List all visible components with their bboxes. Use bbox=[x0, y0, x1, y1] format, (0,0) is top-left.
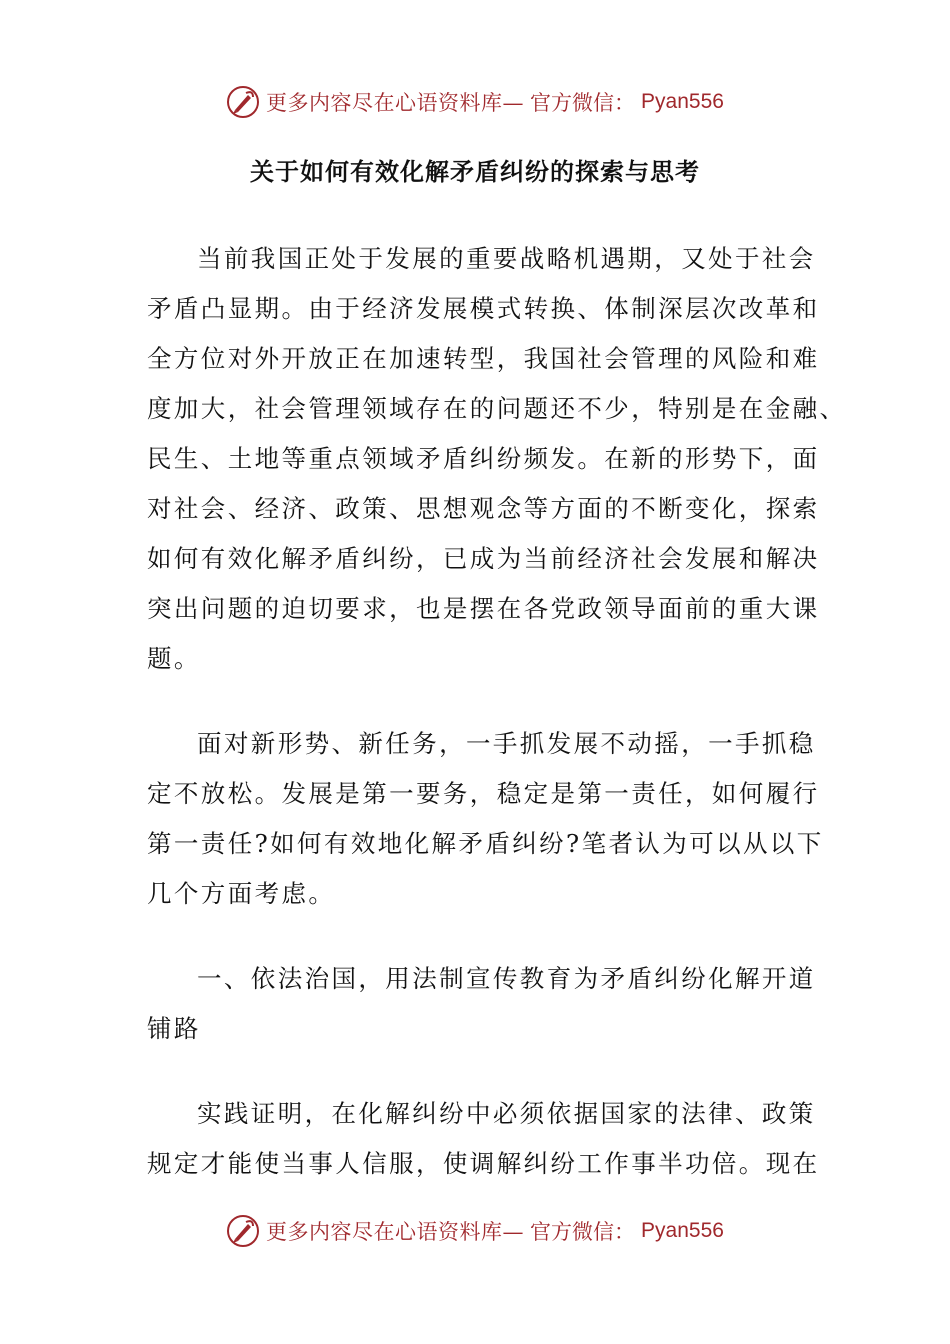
banner-wechat-label: 官方微信： bbox=[530, 1220, 636, 1244]
paragraph-1-line-7: 如何有效化解矛盾纠纷，已成为当前经济社会发展和解决 bbox=[147, 544, 820, 573]
banner-text: 更多内容尽在心语资料库— bbox=[266, 91, 525, 115]
section-heading-line-2: 铺路 bbox=[147, 1014, 201, 1043]
banner-wechat-id: Pyan556 bbox=[641, 1219, 724, 1242]
paragraph-1-line-4: 度加大，社会管理领域存在的问题还不少，特别是在金融、 bbox=[147, 394, 847, 423]
paragraph-2-line-3: 第一责任?如何有效地化解矛盾纠纷?笔者认为可以从以下 bbox=[147, 829, 824, 858]
paragraph-1-line-9: 题。 bbox=[147, 644, 201, 673]
paragraph-2-line-2: 定不放松。发展是第一要务，稳定是第一责任，如何履行 bbox=[147, 779, 820, 808]
paragraph-2-line-4: 几个方面考虑。 bbox=[147, 879, 336, 908]
document-title: 关于如何有效化解矛盾纠纷的探索与思考 bbox=[250, 157, 700, 186]
paragraph-1-line-8: 突出问题的迫切要求，也是摆在各党政领导面前的重大课 bbox=[147, 594, 820, 623]
paragraph-1-line-6: 对社会、经济、政策、思想观念等方面的不断变化，探索 bbox=[147, 494, 820, 523]
paragraph-1-line-1: 当前我国正处于发展的重要战略机遇期，又处于社会 bbox=[197, 244, 816, 273]
section-heading-line-1: 一、依法治国，用法制宣传教育为矛盾纠纷化解开道 bbox=[197, 964, 816, 993]
paragraph-1-line-3: 全方位对外开放正在加速转型，我国社会管理的风险和难 bbox=[147, 344, 820, 373]
pen-nib-icon bbox=[226, 85, 260, 119]
banner-text: 更多内容尽在心语资料库— bbox=[266, 1220, 525, 1244]
paragraph-4-line-2: 规定才能使当事人信服，使调解纠纷工作事半功倍。现在 bbox=[147, 1149, 820, 1178]
pen-nib-icon bbox=[226, 1214, 260, 1248]
paragraph-4-line-1: 实践证明，在化解纠纷中必须依据国家的法律、政策 bbox=[197, 1099, 816, 1128]
footer-banner bbox=[0, 1211, 950, 1251]
paragraph-1-line-2: 矛盾凸显期。由于经济发展模式转换、体制深层次改革和 bbox=[147, 294, 820, 323]
paragraph-2-line-1: 面对新形势、新任务，一手抓发展不动摇，一手抓稳 bbox=[197, 729, 816, 758]
banner-wechat-id: Pyan556 bbox=[641, 90, 724, 113]
header-banner bbox=[0, 82, 950, 122]
banner-wechat-label: 官方微信： bbox=[530, 91, 636, 115]
paragraph-1-line-5: 民生、土地等重点领域矛盾纠纷频发。在新的形势下，面 bbox=[147, 444, 820, 473]
